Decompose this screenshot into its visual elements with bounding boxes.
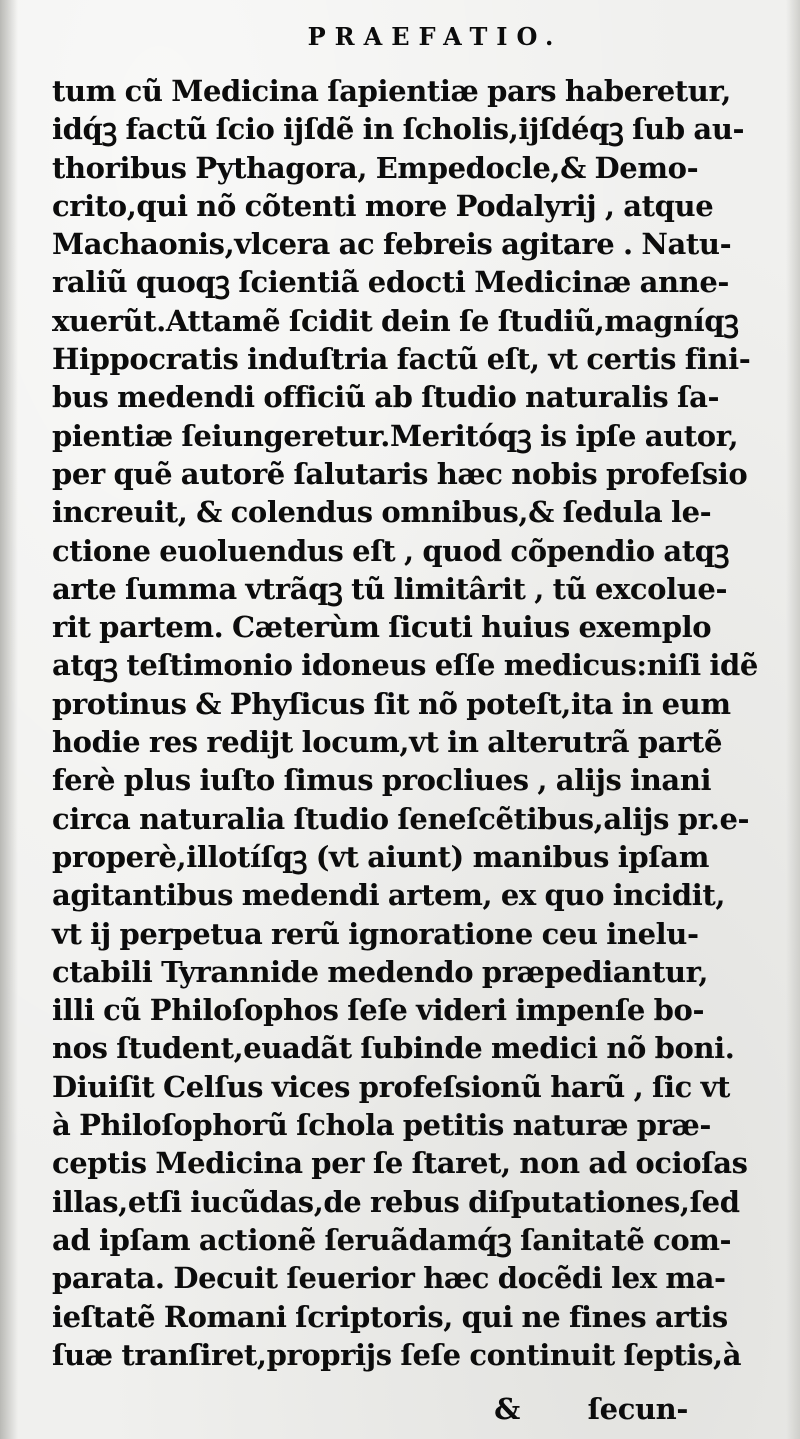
body-text [52,72,758,1374]
text-line: tum cũ Medicina ſapientiæ pars haberetur, [52,74,731,108]
text-line: illi cũ Philoſophos ſeſe videri impenſe bo- [52,993,705,1028]
catchword-ampersand: & [494,1392,520,1426]
text-line: atqꝫ teſtimonio idoneus eſſe medicus:niſi idẽ [52,648,758,683]
text-line: per quẽ autorẽ ſalutaris hæc nobis profeſsio [52,456,748,491]
text-line: bus medendi officiũ ab ſtudio naturalis ſa- [52,380,720,415]
text-line: ſuæ tranſiret,proprijs ſeſe continuit ſeptis,à [52,1337,742,1372]
text-line: raliũ quoqꝫ ſcientiã edocti Medicinæ anne- [52,265,730,300]
text-line: properè,illotíſqꝫ (vt aiunt) manibus ipſam [52,839,709,874]
text-line: ctabili Tyrannide medendo præpediantur, [52,954,709,989]
text-line: arte ſumma vtrãqꝫ tũ limitârit , tũ excolue- [52,571,728,606]
text-line: rit partem. Cæterùm ſicuti huius exemplo [52,610,712,645]
text-line: thoribus Pythagora, Empedocle,& Demo- [52,150,699,185]
text-line: à Philoſophorũ ſchola petitis naturæ præ- [52,1108,712,1143]
text-line: pientiæ ſeiungeretur.Meritóqꝫ is ipſe autor, [52,418,739,453]
text-line: vt ij perpetua rerũ ignoratione ceu inelu- [52,916,699,951]
text-line: illas,etſi iucũdas,de rebus diſputationes,ſed [52,1184,740,1219]
text-line: nos ſtudent,euadãt ſubinde medici nõ boni. [52,1031,735,1066]
text-line: circa naturalia ſtudio ſeneſcẽtibus,alijs pr.e- [52,801,750,836]
text-line: increuit, & colendus omnibus,& ſedula le- [52,495,712,530]
text-line: crito,qui nõ cõtenti more Podalyrij , atque [52,188,714,223]
text-line: protinus & Phyſicus ſit nõ poteſt,ita in eum [52,686,731,721]
text-line: Machaonis,vlcera ac febreis agitare . Natu- [52,227,732,262]
text-line: ad ipſam actionẽ ſeruãdamq́ꝫ ſanitatẽ com- [52,1222,732,1257]
text-line: ceptis Medicina per ſe ſtaret, non ad ocioſas [52,1146,748,1181]
text-line: Hippocratis induſtria factũ eſt, vt certis fini- [52,342,751,377]
catchword [494,1392,688,1426]
catchword-word: ſecun- [587,1392,688,1426]
text-line: hodie res redijt locum,vt in alterutrã partẽ [52,725,723,760]
text-line: ferè plus iuſto ſimus procliues , alijs inani [52,763,712,798]
running-title: PRAEFATIO. [307,22,563,51]
text-line: idq́ꝫ factũ ſcio ijſdẽ in ſcholis,ijſdéqꝫ ſub au- [52,112,745,147]
text-line: parata. Decuit ſeuerior hæc docẽdi lex ma- [52,1261,726,1296]
text-line: ieſtatẽ Romani ſcriptoris, qui ne fines artis [52,1299,728,1334]
text-line: xuerũt.Attamẽ ſcidit dein ſe ſtudiũ,magníqꝫ [52,303,739,338]
text-line: ctione euoluendus eſt , quod cõpendio atqꝫ [52,533,730,568]
text-line: agitantibus medendi artem, ex quo incidit, [52,878,726,913]
text-line: Diuiſit Celſus vices profeſsionũ harũ , ſic vt [52,1069,731,1104]
